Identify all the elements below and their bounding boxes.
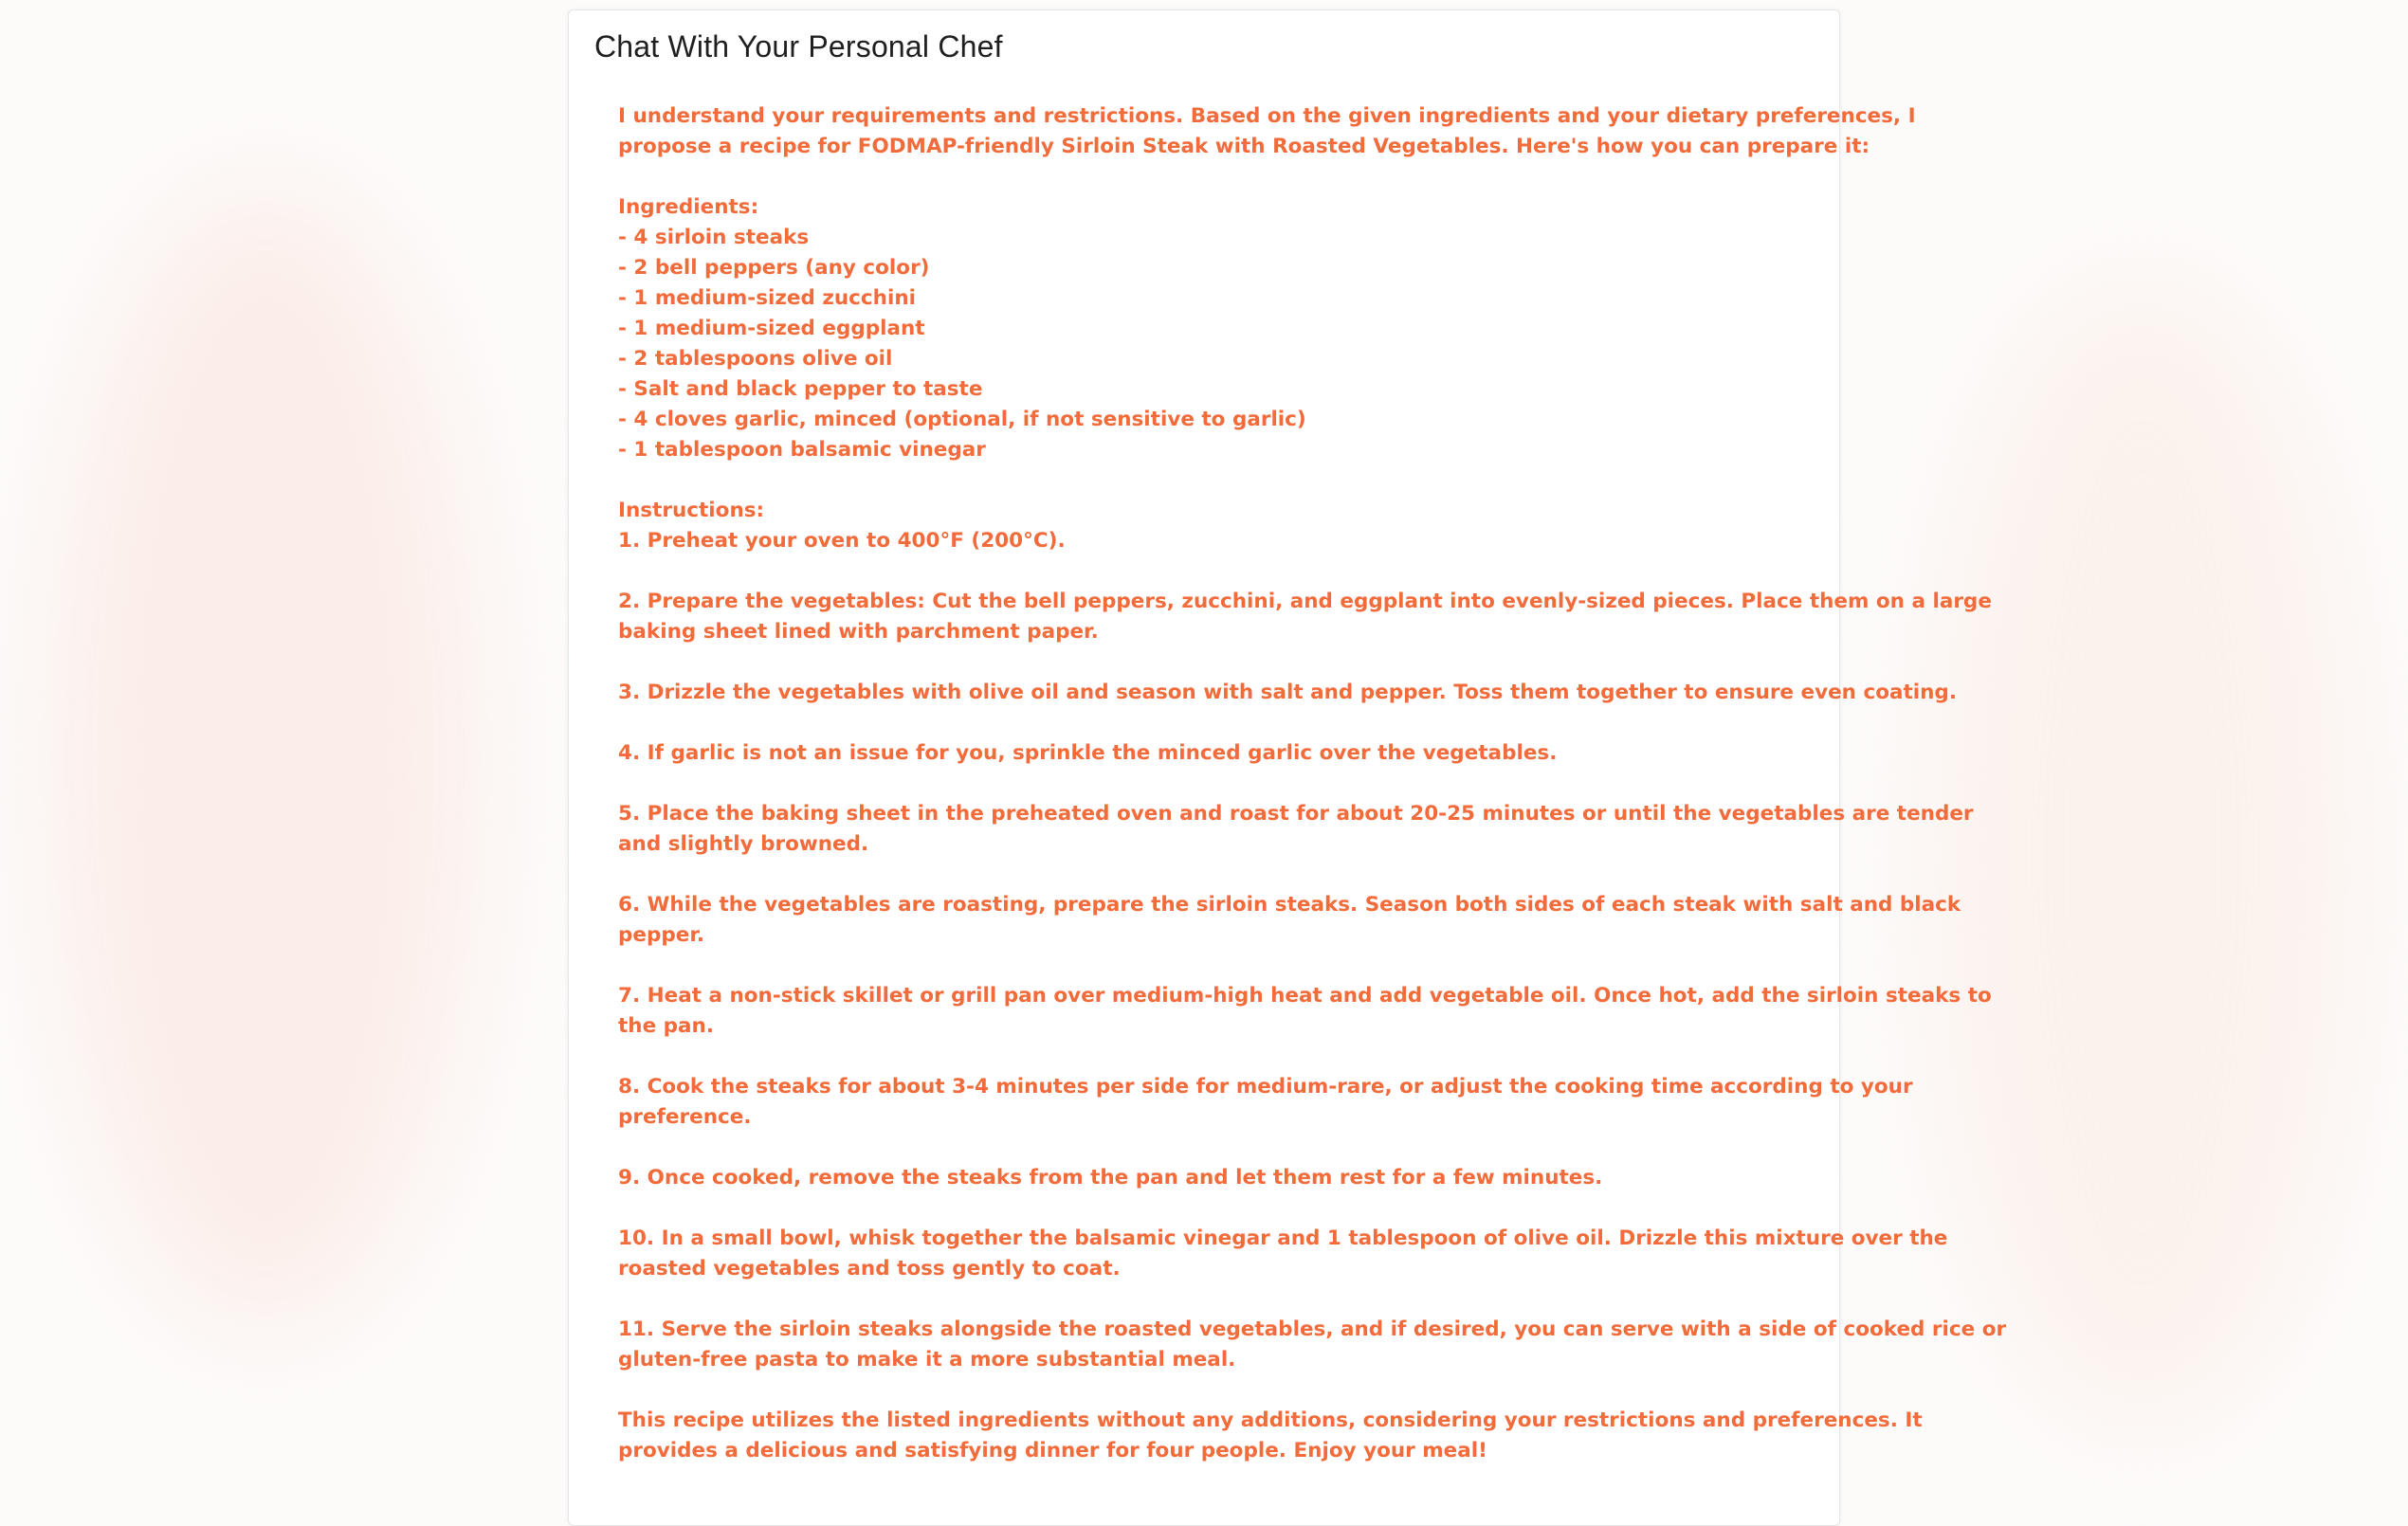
message-line: - 1 medium-sized eggplant — [618, 317, 925, 340]
message-line: gluten-free pasta to make it a more substantial meal. — [618, 1348, 1236, 1372]
message-line: - 4 sirloin steaks — [618, 226, 810, 249]
message-blank-line — [618, 1133, 1798, 1163]
message-line: 10. In a small bowl, whisk together the balsamic vinegar and 1 tablespoon of olive oil. Drizzle this mixture over the — [618, 1226, 1948, 1250]
message-line: - 4 cloves garlic, minced (optional, if not sensitive to garlic) — [618, 408, 1306, 431]
message-blank-line — [618, 860, 1798, 890]
message-blank-line — [618, 1193, 1798, 1224]
background-glow-left — [57, 190, 474, 1327]
message-blank-line — [618, 1284, 1798, 1315]
message-blank-line — [618, 708, 1798, 738]
message-line: roasted vegetables and toss gently to coat. — [618, 1257, 1121, 1281]
message-line: pepper. — [618, 923, 705, 947]
message-line: 8. Cook the steaks for about 3-4 minutes per side for medium-rare, or adjust the cooking time according to your — [618, 1075, 1913, 1099]
message-line: 1. Preheat your oven to 400°F (200°C). — [618, 529, 1066, 553]
message-line: 3. Drizzle the vegetables with olive oil and season with salt and pepper. Toss them together to ensure even coating. — [618, 681, 1957, 704]
message-line: I understand your requirements and restrictions. Based on the given ingredients and your dietary preferences, I — [618, 104, 1916, 128]
message-line: 5. Place the baking sheet in the preheated oven and roast for about 20-25 minutes or until the vegetables are tender — [618, 802, 1974, 826]
message-line: baking sheet lined with parchment paper. — [618, 620, 1099, 644]
message-line: 2. Prepare the vegetables: Cut the bell peppers, zucchini, and eggplant into evenly-sized pieces. Place them on a large — [618, 590, 1992, 613]
message-line: Ingredients: — [618, 195, 759, 219]
message-line: - Salt and black pepper to taste — [618, 377, 983, 401]
message-line: - 2 tablespoons olive oil — [618, 347, 893, 371]
chef-response-message — [618, 101, 2007, 1466]
chat-card — [568, 9, 2007, 1526]
message-line: 11. Serve the sirloin steaks alongside the roasted vegetables, and if desired, you can serve with a side of cooked rice or — [618, 1317, 2007, 1341]
message-blank-line — [618, 556, 1798, 587]
message-line: Instructions: — [618, 499, 765, 522]
message-blank-line — [618, 769, 1798, 799]
message-line: 4. If garlic is not an issue for you, sprinkle the minced garlic over the vegetables. — [618, 741, 1558, 765]
message-line: the pan. — [618, 1014, 715, 1038]
message-blank-line — [618, 465, 1798, 496]
message-blank-line — [618, 162, 1798, 192]
message-line: 9. Once cooked, remove the steaks from the pan and let them rest for a few minutes. — [618, 1166, 1603, 1190]
message-line: 6. While the vegetables are roasting, prepare the sirloin steaks. Season both sides of each steak with salt and black — [618, 893, 1961, 917]
message-line: This recipe utilizes the listed ingredients without any additions, considering your restrictions and preferences. It — [618, 1408, 1923, 1432]
message-line: propose a recipe for FODMAP-friendly Sirloin Steak with Roasted Vegetables. Here's how you can prepare it: — [618, 135, 1870, 158]
message-line: and slightly browned. — [618, 832, 869, 856]
message-line: provides a delicious and satisfying dinner for four people. Enjoy your meal! — [618, 1439, 1487, 1462]
message-blank-line — [618, 951, 1798, 981]
message-blank-line — [618, 647, 1798, 678]
message-line: preference. — [618, 1105, 752, 1129]
message-line: 7. Heat a non-stick skillet or grill pan over medium-high heat and add vegetable oil. Once hot, add the sirloin steaks to — [618, 984, 1992, 1008]
message-line: - 1 tablespoon balsamic vinegar — [618, 438, 986, 462]
message-blank-line — [618, 1375, 1798, 1406]
page-title: Chat With Your Personal Chef — [594, 29, 1003, 64]
message-line: - 1 medium-sized zucchini — [618, 286, 917, 310]
background-glow-right — [1934, 284, 2351, 1422]
message-blank-line — [618, 1042, 1798, 1072]
message-line: - 2 bell peppers (any color) — [618, 256, 930, 280]
